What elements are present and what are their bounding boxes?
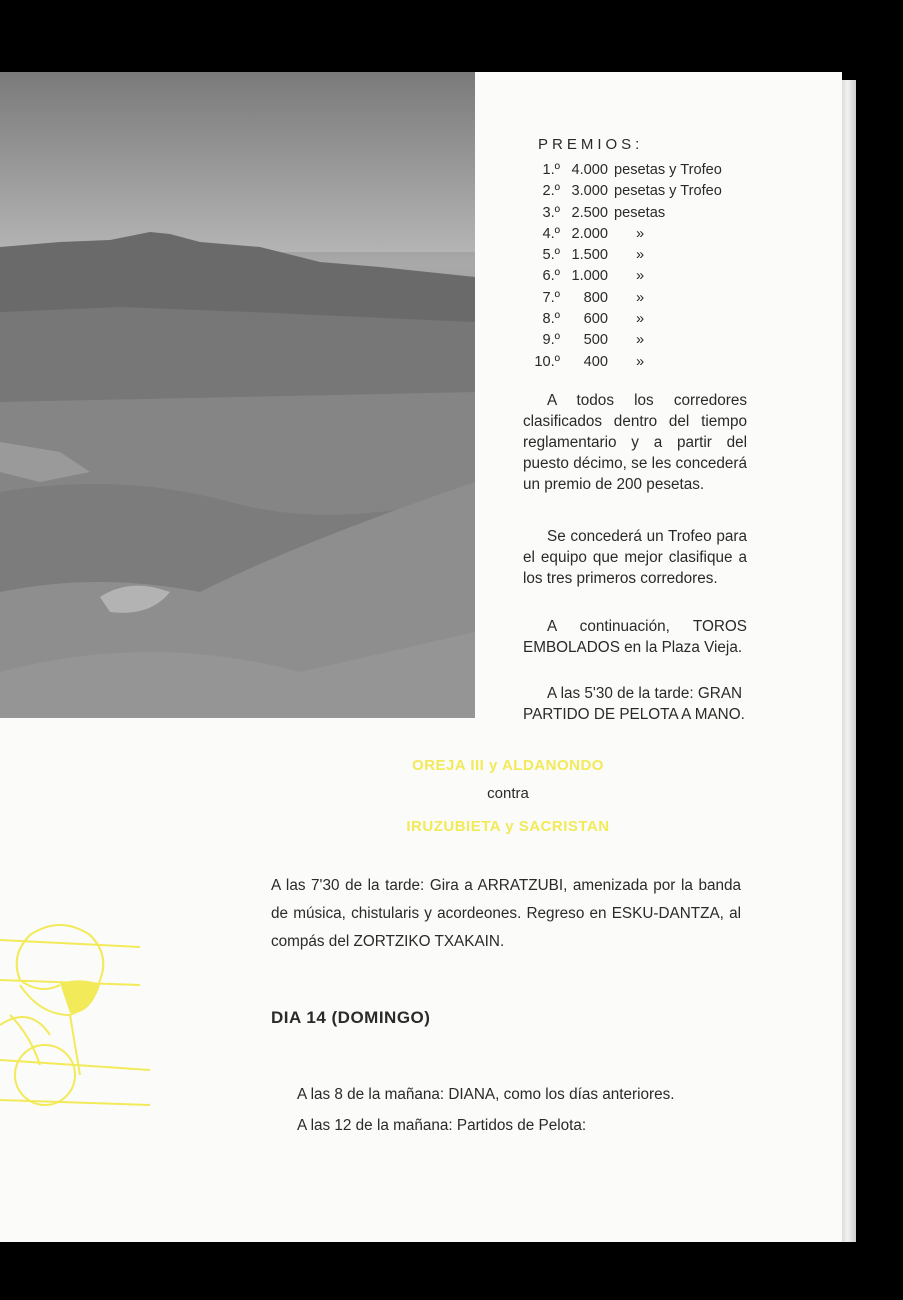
landscape-photo — [0, 72, 475, 718]
prize-rank: 9.º — [542, 332, 560, 349]
prize-unit: » — [636, 225, 645, 242]
paragraph-pelota-match: A las 5'30 de la tarde: GRAN PARTIDO DE PELOTA A MANO. — [523, 685, 745, 723]
prize-amount: 400 — [583, 353, 608, 370]
prize-rank: 10.º — [534, 353, 560, 370]
prize-amount: 2.000 — [571, 225, 608, 242]
paragraph-bulls: A continuación, TOROS EMBOLADOS en la Plaza Vieja. — [523, 618, 747, 656]
prizes-table — [508, 162, 722, 375]
line-diana: A las 8 de la mañana: DIANA, como los días anteriores. — [297, 1086, 675, 1103]
prize-unit: pesetas — [614, 204, 666, 221]
line-partidos: A las 12 de la mañana: Partidos de Pelota: — [297, 1117, 587, 1134]
prize-unit: » — [636, 289, 645, 306]
prize-amount: 1.000 — [571, 268, 608, 285]
prize-amount: 2.500 — [571, 204, 608, 221]
prize-amount: 800 — [583, 289, 608, 306]
prize-rank: 7.º — [542, 289, 560, 306]
prize-unit: » — [636, 353, 645, 370]
table-row — [508, 332, 722, 353]
paragraph-classified-runners: A todos los corredores clasificados dentro del tiempo reglamentario y a partir del puesto décimo, se les concederá un premio de 200 pesetas. — [523, 392, 747, 493]
prizes-title: PREMIOS: — [538, 136, 644, 153]
prize-unit: pesetas y Trofeo — [614, 183, 722, 200]
table-row — [508, 226, 722, 247]
table-row — [508, 268, 722, 289]
prize-unit: » — [636, 247, 645, 264]
prize-rank: 8.º — [542, 311, 560, 328]
prize-rank: 3.º — [542, 204, 560, 221]
paragraph-team-trophy: Se concederá un Trofeo para el equipo que mejor clasifique a los tres primeros corredores. — [523, 528, 747, 587]
table-row — [508, 162, 722, 183]
prize-rank: 5.º — [542, 247, 560, 264]
team-one: OREJA III y ALDANONDO — [412, 757, 604, 774]
prize-amount: 600 — [583, 311, 608, 328]
prize-rank: 4.º — [542, 225, 560, 242]
prize-unit: » — [636, 311, 645, 328]
prize-rank: 2.º — [542, 183, 560, 200]
prize-rank: 1.º — [542, 162, 560, 178]
table-row — [508, 247, 722, 268]
prize-amount: 4.000 — [571, 162, 608, 178]
prize-unit: » — [636, 268, 645, 285]
team-two: IRUZUBIETA y SACRISTAN — [406, 818, 610, 835]
versus-label: contra — [487, 785, 529, 802]
paragraph-gira: A las 7'30 de la tarde: Gira a ARRATZUBI, amenizada por la banda de música, chistularis y acordeones. Regreso en ESKU-DANTZA, al compás del ZORTZIKO TXAKAIN. — [271, 877, 741, 950]
prize-unit: pesetas y Trofeo — [614, 162, 722, 178]
table-row — [508, 183, 722, 204]
prize-unit: » — [636, 332, 645, 349]
table-row — [508, 311, 722, 332]
mountain-landscape-image — [0, 72, 475, 718]
table-row — [508, 290, 722, 311]
table-row — [508, 205, 722, 226]
day-heading: DIA 14 (DOMINGO) — [271, 1008, 431, 1027]
prize-amount: 3.000 — [571, 183, 608, 200]
page-edge — [842, 80, 856, 1242]
prize-amount: 1.500 — [571, 247, 608, 264]
table-row — [508, 354, 722, 375]
cyclist-illustration — [0, 895, 170, 1125]
prize-rank: 6.º — [542, 268, 560, 285]
prize-amount: 500 — [583, 332, 608, 349]
